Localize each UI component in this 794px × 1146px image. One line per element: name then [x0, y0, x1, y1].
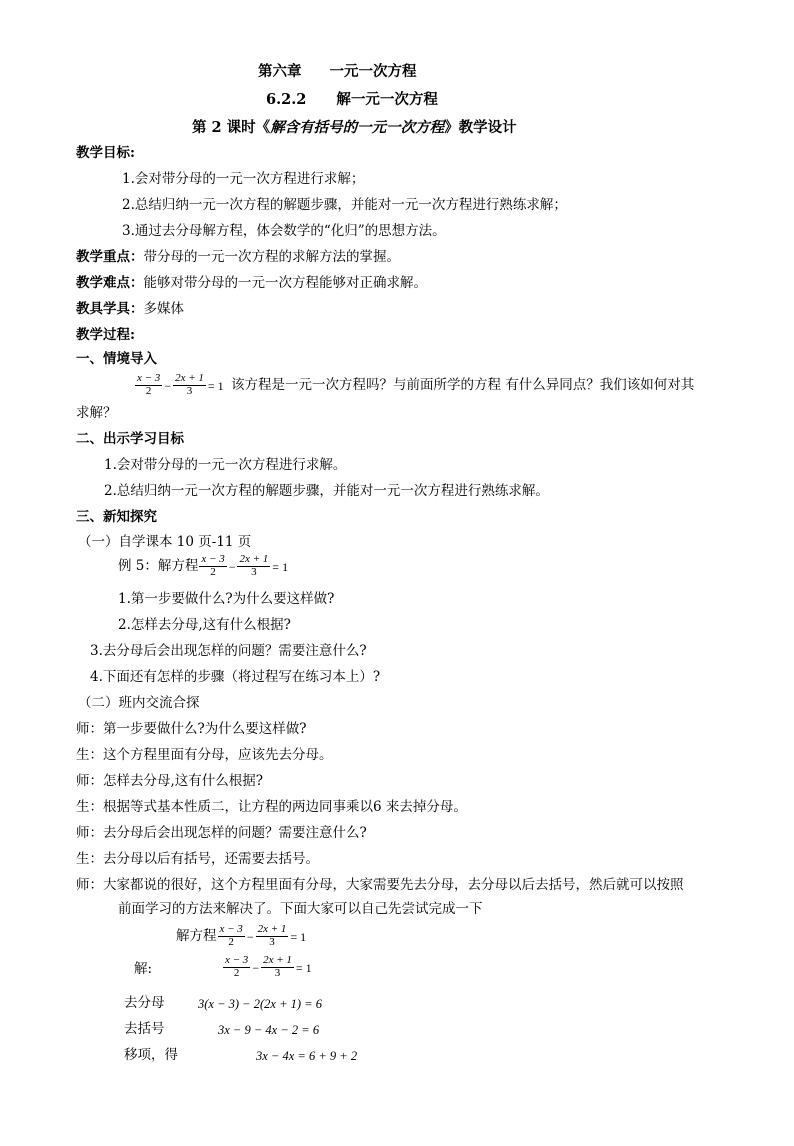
- dialogue-line: 生：这个方程里面有分母，应该先去分母。: [76, 747, 333, 763]
- intro-equation-line: $\frac{x - 3}{2}$ − $\frac{2x + 1}{3}$ = 1 该方程是一元一次方程吗？与前面所学的方程 有什么异同点？我们该如何对其: [137, 372, 695, 397]
- question-item: 4.下面还有怎样的步骤（将过程写在练习本上）?: [90, 669, 381, 685]
- fraction: $\frac{x - 3}{2}$: [219, 923, 243, 948]
- tools: [76, 300, 184, 318]
- question-item: 2.怎样去分母,这有什么根据?: [118, 617, 291, 633]
- section-title: 解一元一次方程: [336, 91, 438, 108]
- difficulty: [76, 274, 427, 292]
- key-point-text: 带分母的一元一次方程的求解方法的掌握。: [143, 249, 400, 265]
- objectives-heading: 教学目标:: [76, 145, 135, 161]
- objective-item: 2.总结归纳一元一次方程的解题步骤，并能对一元一次方程进行熟练求解；: [122, 197, 567, 213]
- step-equation: 3(x − 3) − 2(2x + 1) = 6: [198, 997, 322, 1011]
- chapter-number: 第六章: [258, 63, 302, 80]
- difficulty-label: 教学难点：: [76, 275, 144, 291]
- example-label: 例 5：解方程: [118, 558, 199, 574]
- dialogue-line: 师：第一步要做什么?为什么要这样做?: [76, 721, 307, 737]
- section3-heading: 三、新知探究: [76, 509, 157, 525]
- solve-equation-line: 解方程 $\frac{x - 3}{2}$ − $\frac{2x + 1}{3}$ = 1: [176, 923, 307, 948]
- example-line: 例 5：解方程 $\frac{x - 3}{2}$ − $\frac{2x + 1}{3}$ = 1: [118, 553, 289, 578]
- question-item: 1.第一步要做什么?为什么要这样做?: [118, 591, 335, 607]
- goal-item: 2.总结归纳一元一次方程的解题步骤，并能对一元一次方程进行熟练求解。: [104, 483, 549, 499]
- fraction: $\frac{x - 3}{2}$: [225, 954, 249, 979]
- process-heading: 教学过程:: [76, 327, 135, 343]
- fraction: $\frac{2x + 1}{3}$: [239, 553, 269, 578]
- goal-item: 1.会对带分母的一元一次方程进行求解。: [104, 457, 347, 473]
- fraction: $\frac{2x + 1}{3}$: [257, 923, 287, 948]
- objective-item: 1.会对带分母的一元一次方程进行求解；: [122, 171, 365, 187]
- tools-label: 教具学具：: [76, 301, 144, 317]
- chapter-title: 一元一次方程: [329, 63, 417, 80]
- solution-label: 解:: [134, 961, 153, 977]
- chapter-heading: [258, 63, 417, 81]
- question-item: 3.去分母后会出现怎样的问题？需要注意什么?: [90, 643, 367, 659]
- key-point-label: 教学重点：: [76, 249, 144, 265]
- fraction: $\frac{x - 3}{2}$: [201, 553, 225, 578]
- step-equation: 3x − 9 − 4x − 2 = 6: [218, 1023, 320, 1037]
- dialogue-line: 生：根据等式基本性质二，让方程的两边同事乘以6 来去掉分母。: [76, 799, 467, 815]
- subsection-discussion: （二）班内交流合探: [78, 695, 200, 711]
- fraction: $\frac{2x + 1}{3}$: [175, 372, 204, 397]
- dialogue-line: 师：怎样去分母,这有什么根据?: [76, 773, 264, 789]
- section2-heading: 二、出示学习目标: [76, 431, 184, 447]
- step-label: 去括号: [124, 1021, 165, 1037]
- dialogue-line: 师：大家都说的很好，这个方程里面有分母，大家需要先去分母，去分母以后去括号，然后就可以按照: [76, 877, 684, 893]
- subsection-self-study: （一）自学课本 10 页-11 页: [78, 534, 252, 550]
- fraction: $\frac{2x + 1}{3}$: [263, 954, 292, 979]
- lesson-title-main: 解含有括号的一元一次方程: [270, 119, 445, 136]
- intro-question-cont: 求解？: [76, 405, 117, 421]
- section-heading: [266, 91, 438, 109]
- key-point: [76, 248, 400, 266]
- step-equation: 3x − 4x = 6 + 9 + 2: [256, 1049, 358, 1063]
- objective-item: 3.通过去分母解方程，体会数学的“化归”的思想方法。: [122, 223, 446, 239]
- fraction: $\frac{x - 3}{2}$: [137, 372, 161, 397]
- dialogue-line: 生：去分母以后有括号，还需要去括号。: [76, 851, 319, 867]
- difficulty-text: 能够对带分母的一元一次方程能够对正确求解。: [143, 275, 427, 291]
- solve-label: 解方程: [176, 928, 217, 944]
- step-label: 去分母: [124, 995, 165, 1011]
- section-number: 6.2.2: [266, 91, 307, 108]
- tools-text: 多媒体: [143, 301, 184, 317]
- dialogue-line: 师：去分母后会出现怎样的问题？需要注意什么?: [76, 825, 367, 841]
- section1-heading: 一、情境导入: [76, 351, 157, 367]
- lesson-title-suffix: 》教学设计: [444, 119, 517, 136]
- intro-question: 该方程是一元一次方程吗？与前面所学的方程 有什么异同点？我们该如何对其: [230, 377, 695, 393]
- lesson-title-prefix: 第 2 课时《: [192, 119, 271, 136]
- step-label: 移项，得: [124, 1047, 178, 1063]
- solution-equation: $\frac{x - 3}{2}$ − $\frac{2x + 1}{3}$ = 1: [225, 954, 312, 979]
- dialogue-line: 前面学习的方法来解决了。下面大家可以自己先尝试完成一下: [118, 901, 483, 917]
- lesson-title: [192, 119, 517, 137]
